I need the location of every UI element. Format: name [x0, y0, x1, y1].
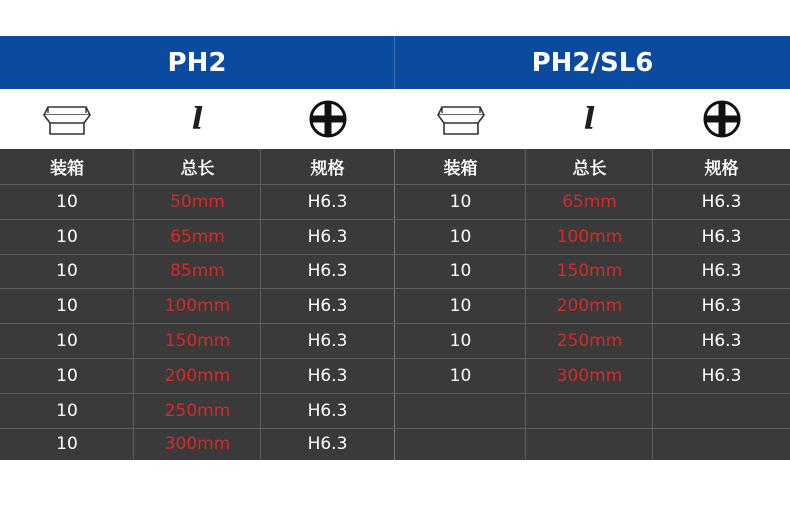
- tip-icon-cell: [653, 89, 790, 149]
- grid-line: [652, 149, 653, 460]
- box-icon: [436, 101, 486, 137]
- cell-qty: 10: [449, 330, 472, 351]
- cell-length: 100mm: [164, 295, 231, 316]
- length-icon-cell: [526, 89, 653, 149]
- column-header-length: 总长: [180, 159, 215, 179]
- table-row: [0, 288, 790, 323]
- cell-length: 100mm: [556, 226, 623, 247]
- cell-qty: 10: [449, 191, 472, 212]
- cell-qty: 10: [449, 295, 472, 316]
- row-divider: [0, 254, 790, 255]
- grid-line: [260, 149, 261, 460]
- row-divider: [0, 288, 790, 289]
- cell-qty: 10: [56, 226, 78, 247]
- cell-qty: 10: [449, 365, 472, 386]
- column-header-qty: 装箱: [50, 159, 84, 179]
- cell-qty: 10: [56, 191, 78, 212]
- cell-length: 85mm: [170, 261, 225, 281]
- cell-length: [526, 393, 653, 428]
- cell-length: 300mm: [164, 434, 231, 454]
- row-divider: [0, 428, 790, 429]
- cell-length: 200mm: [556, 295, 623, 316]
- cell-length: 65mm: [562, 191, 617, 212]
- cell-spec: H6.3: [307, 295, 348, 316]
- cell-spec: H6.3: [307, 191, 348, 212]
- cell-qty: 10: [56, 330, 78, 351]
- cell-length: 150mm: [164, 330, 231, 351]
- cell-qty: 10: [449, 226, 472, 247]
- row-divider: [0, 358, 790, 359]
- length-icon-cell: [134, 89, 261, 149]
- tip-icon-cell: [261, 89, 394, 149]
- grid-line: [133, 149, 134, 460]
- phillips-tip-icon: [702, 99, 742, 139]
- length-icon: l: [583, 101, 596, 137]
- table-row: [0, 219, 790, 254]
- header-ph2: PH2: [0, 36, 394, 89]
- cell-qty: [395, 428, 526, 460]
- row-divider: [0, 393, 790, 394]
- cell-spec: H6.3: [701, 365, 742, 386]
- cell-spec: H6.3: [307, 226, 348, 247]
- row-divider: [0, 323, 790, 324]
- column-header-length: 总长: [572, 159, 607, 179]
- cell-qty: 10: [56, 261, 78, 281]
- grid-line: [394, 149, 395, 460]
- column-header-spec: 规格: [704, 159, 739, 179]
- cell-qty: 10: [56, 434, 78, 454]
- box-icon-cell: [395, 89, 526, 149]
- cell-qty: [395, 393, 526, 428]
- cell-qty: 10: [56, 295, 78, 316]
- cell-length: 250mm: [164, 400, 231, 421]
- cell-spec: H6.3: [701, 261, 742, 281]
- cell-spec: H6.3: [307, 330, 348, 351]
- icon-row: [0, 89, 790, 149]
- cell-length: 250mm: [556, 330, 623, 351]
- column-header-spec: 规格: [310, 159, 345, 179]
- cell-length: [526, 428, 653, 460]
- cell-spec: H6.3: [701, 191, 742, 212]
- table-header-row: [0, 149, 790, 184]
- cell-spec: [653, 428, 790, 460]
- table-row: [0, 254, 790, 288]
- table-row: [0, 428, 790, 460]
- box-icon-cell: [0, 89, 134, 149]
- cell-qty: 10: [449, 261, 472, 281]
- cell-spec: [653, 393, 790, 428]
- grid-line: [525, 149, 526, 460]
- cell-qty: 10: [56, 365, 78, 386]
- cell-spec: H6.3: [307, 365, 348, 386]
- cell-spec: H6.3: [307, 434, 348, 454]
- table-row: [0, 393, 790, 428]
- spec-table: [0, 149, 790, 460]
- cell-spec: H6.3: [307, 261, 348, 281]
- box-icon: [42, 101, 92, 137]
- cell-length: 50mm: [170, 191, 225, 212]
- row-divider: [0, 219, 790, 220]
- cell-qty: 10: [56, 400, 78, 421]
- table-row: [0, 358, 790, 393]
- length-icon: l: [191, 101, 204, 137]
- column-header-qty: 装箱: [443, 159, 478, 179]
- cell-length: 300mm: [556, 365, 623, 386]
- cell-spec: H6.3: [701, 226, 742, 247]
- cell-spec: H6.3: [701, 330, 742, 351]
- cell-spec: H6.3: [701, 295, 742, 316]
- table-row: [0, 184, 790, 219]
- header-ph2-sl6: PH2/SL6: [395, 36, 790, 89]
- cell-length: 150mm: [556, 261, 623, 281]
- cell-spec: H6.3: [307, 400, 348, 421]
- phillips-tip-icon: [308, 99, 348, 139]
- cell-length: 65mm: [170, 226, 225, 247]
- cell-length: 200mm: [164, 365, 231, 386]
- row-divider: [0, 184, 790, 185]
- table-row: [0, 323, 790, 358]
